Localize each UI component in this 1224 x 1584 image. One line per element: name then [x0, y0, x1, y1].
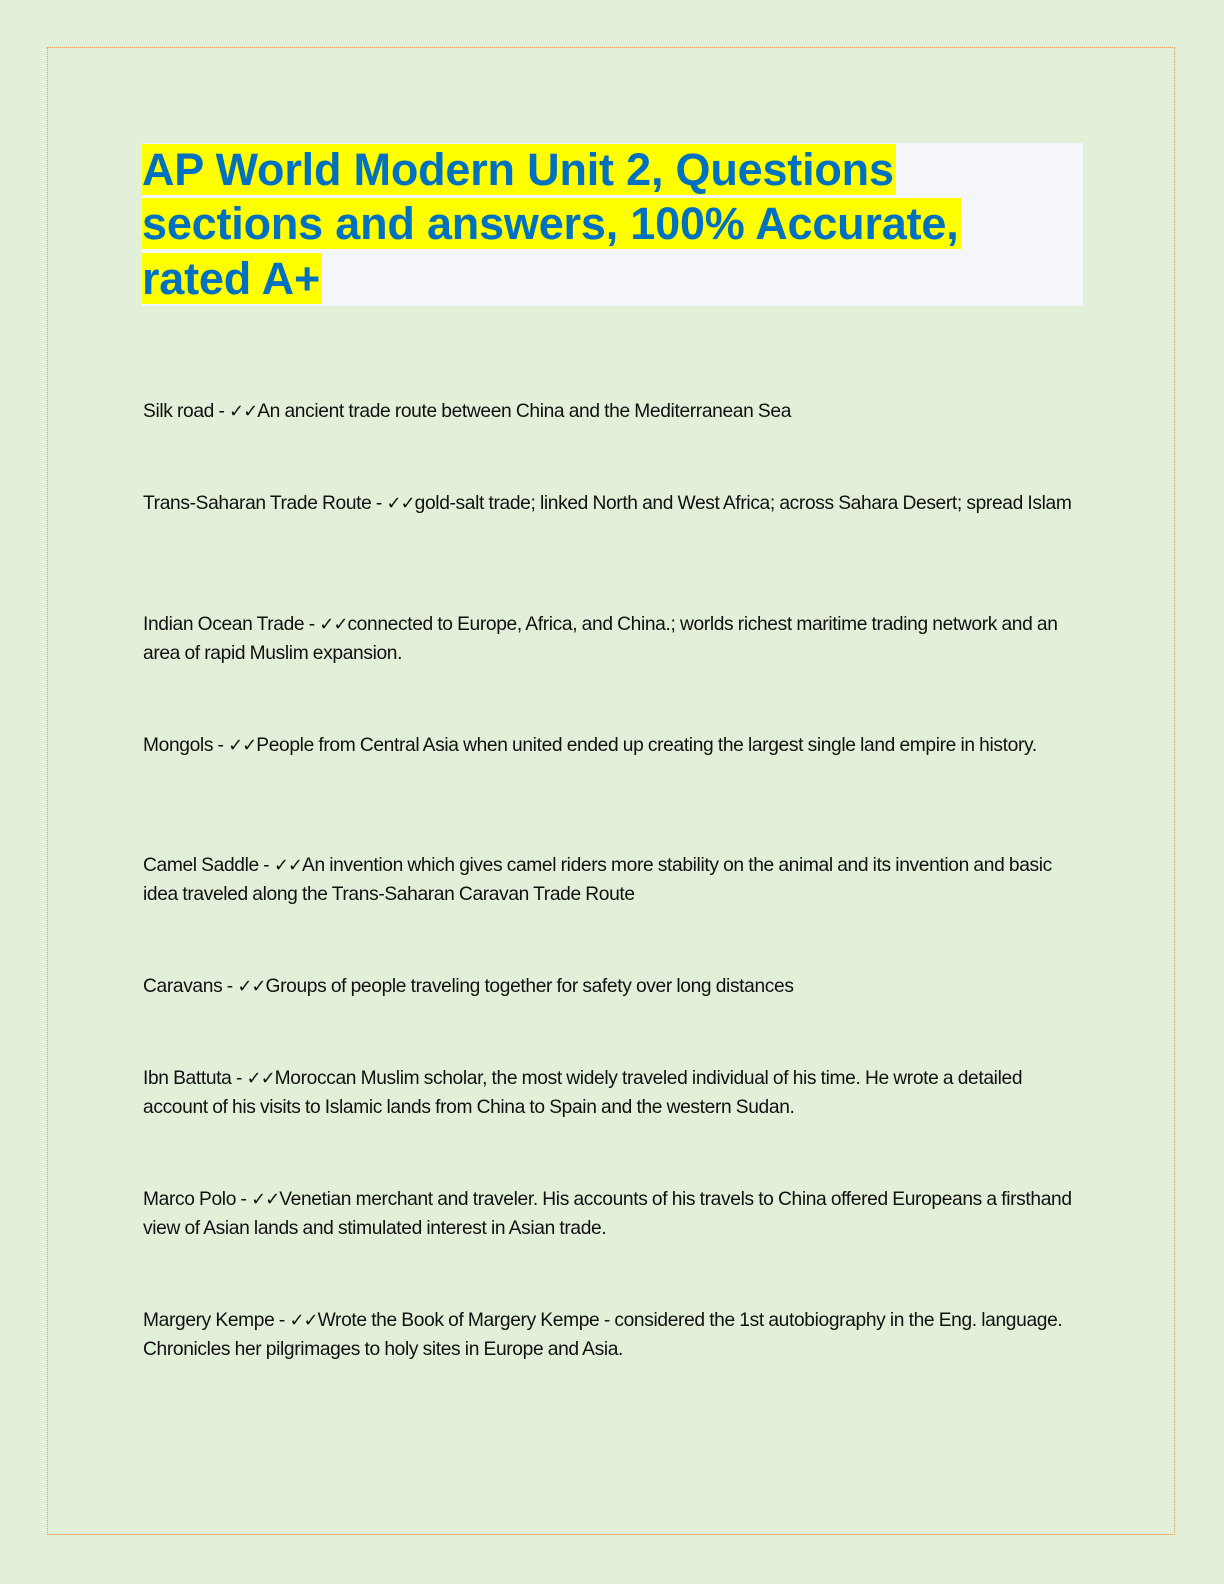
entry-definition: People from Central Asia when united ended up creating the largest single land empire in history.: [256, 735, 1037, 756]
separator: -: [258, 855, 274, 876]
entry-definition: Wrote the Book of Margery Kempe - considered the 1st autobiography in the Eng. language. Chronicles her pilgrimages to holy sites in Europe and Asia.: [143, 1310, 1063, 1360]
double-check-icon: ✓✓: [289, 1310, 318, 1331]
entry-definition: Moroccan Muslim scholar, the most widely traveled individual of his time. He wrote a detailed account of his visits to Islamic lands from China to Spain and the western Sudan.: [143, 1068, 1023, 1118]
double-check-icon: ✓✓: [228, 735, 257, 756]
separator: -: [214, 401, 230, 422]
entry-term: Caravans: [143, 976, 223, 997]
double-check-icon: ✓✓: [251, 1189, 280, 1210]
entry-term: Silk road: [143, 401, 215, 422]
separator: -: [304, 614, 320, 635]
separator: -: [274, 1310, 290, 1331]
double-check-icon: ✓✓: [229, 401, 258, 422]
double-check-icon: ✓✓: [273, 855, 303, 876]
entry-term: Mongols: [143, 735, 214, 756]
entry-term: Trans-Saharan Trade Route: [143, 493, 372, 514]
separator: -: [371, 493, 387, 514]
entry-term: Marco Polo: [143, 1189, 237, 1210]
qa-entry: [143, 851, 1078, 909]
qa-entry: [143, 972, 1078, 1001]
separator: -: [231, 1068, 247, 1089]
entry-definition: Groups of people traveling together for safety over long distances: [265, 976, 794, 997]
entry-term: Ibn Battuta: [143, 1068, 232, 1089]
separator: -: [213, 735, 229, 756]
qa-entry: [143, 731, 1078, 760]
entry-term: Margery Kempe: [143, 1310, 275, 1331]
qa-entry: [143, 1185, 1078, 1243]
entry-term: Indian Ocean Trade: [143, 614, 305, 635]
double-check-icon: ✓✓: [386, 493, 415, 514]
entry-definition: gold-salt trade; linked North and West Africa; across Sahara Desert; spread Islam: [414, 493, 1072, 514]
separator: -: [236, 1189, 252, 1210]
double-check-icon: ✓✓: [319, 614, 348, 635]
double-check-icon: ✓✓: [246, 1068, 275, 1089]
title-line-1: AP World Modern Unit 2, Questions: [142, 144, 894, 195]
qa-entry: [143, 489, 1078, 518]
title-line-3: rated A+: [142, 252, 321, 304]
entry-definition: Venetian merchant and traveler. His accounts of his travels to China offered Europeans a firsthand view of Asian lands and stimulated interest in Asian trade.: [143, 1189, 1072, 1239]
double-check-icon: ✓✓: [237, 976, 266, 997]
entry-term: Camel Saddle: [143, 855, 259, 876]
entry-definition: An ancient trade route between China and the Mediterranean Sea: [257, 401, 792, 422]
qa-entry: [143, 610, 1078, 668]
title-line-2: sections and answers, 100% Accurate,: [142, 198, 959, 250]
entry-definition: connected to Europe, Africa, and China.; worlds richest maritime trading network and an area of rapid Muslim expansion.: [143, 614, 1058, 664]
qa-entry: [143, 397, 1078, 426]
separator: -: [222, 976, 238, 997]
entry-definition: An invention which gives camel riders more stability on the animal and its invention and basic idea traveled along the Trans-Saharan Caravan Trade Route: [143, 855, 1052, 905]
title-block: [142, 143, 1083, 306]
document-title: [142, 143, 1083, 306]
qa-entry: [143, 1306, 1078, 1364]
qa-entry: [143, 1064, 1078, 1122]
